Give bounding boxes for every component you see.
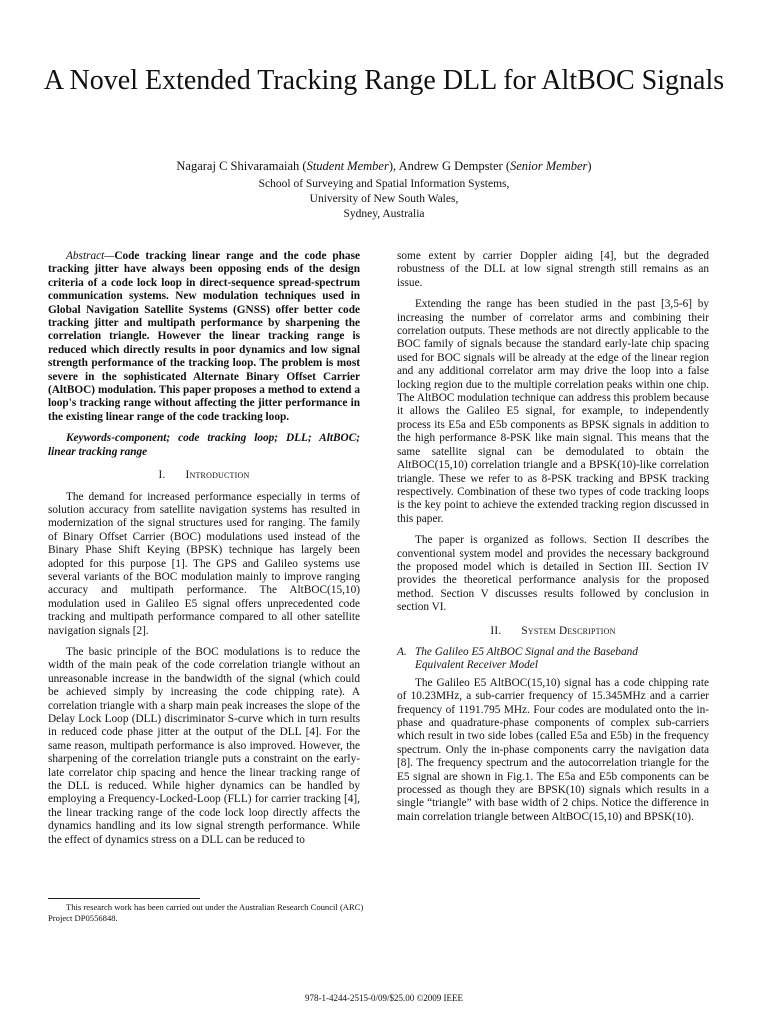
paragraph: The paper is organized as follows. Section II describes the conventional system model and provides the necessary background the proposed model which is detailed in Section III. Section IV provides the theoretical performance analysis for the proposed method. Section V discusses results followed by conclusion in section VI. bbox=[397, 534, 709, 614]
author-text: ) bbox=[587, 159, 592, 173]
section-number: I. bbox=[158, 469, 166, 482]
paper-title: A Novel Extended Tracking Range DLL for AltBOC Signals bbox=[43, 65, 725, 96]
right-column bbox=[397, 250, 709, 832]
footnote bbox=[48, 902, 368, 924]
section-heading-system-description bbox=[397, 625, 709, 638]
footnote-divider bbox=[48, 898, 200, 899]
author-line bbox=[0, 158, 768, 174]
affiliation bbox=[0, 177, 768, 222]
author-text: Nagaraj C Shivaramaiah ( bbox=[176, 159, 307, 173]
paragraph: The demand for increased performance especially in terms of solution accuracy from satellite navigation systems has resulted in modernization of the signal structures used for ranging. The family of Binary Offset Carrier (BOC) modulations used instead of the Binary Phase Shift Keying (BPSK) technique has largely been adopted for this purpose [1]. The GPS and Galileo systems use several variants of the BOC modulation mainly to improve ranging accuracy and multipath performance. The AltBOC(15,10) modulation used in Galileo E5 signal offers unprecedented code tracking and multipath performance compared to all other satellite navigation signals [2]. bbox=[48, 490, 360, 637]
affiliation-line: Sydney, Australia bbox=[343, 208, 425, 220]
section-heading-introduction bbox=[48, 469, 360, 482]
abstract bbox=[48, 250, 360, 424]
paragraph: The basic principle of the BOC modulations is to reduce the width of the main peak of the code correlation triangle without an unreasonable increase in the bandwidth of the signal (which could be achieved simply by increasing the code chipping rate). A correlation triangle with a sharp main peak increases the slope of the Delay Lock Loop (DLL) discriminator S-curve which in turn results in reduced code phase jitter at the output of the DLL [4]. For the same reason, multipath performance is also improved. However, the sharpening of the correlation triangle puts a constraint on the early-late correlator chip spacing and hence the linear tracking range of the DLL is reduced. While higher dynamics can be handled by employing a Frequency-Locked-Loop (FLL) for carrier tracking [4], the linear tracking range of the code lock loop directly affects the dynamics handling and its low signal strength performance. While the effect of dynamics stress on a DLL can be reduced to bbox=[48, 645, 360, 846]
subsection-label: A. bbox=[397, 645, 407, 658]
paragraph: Extending the range has been studied in the past [3,5-6] by increasing the number of correlator arms and combining their correlation outputs. These methods are not directly applicable to the BOC family of signals because the standard early-late chip spacing used for BOC signals will be already at the edge of the linear region and any additional correlator arm may drive the loop into a false locking region due to the multiple correlation peaks within one chip. The AltBOC modulation technique can address this problem because it allows the Galileo E5 signal, for example, to independently process its E5a and E5b components as BPSK signals in addition to the high performance 8-PSK like main signal. This means that the same satellite signal can be demodulated to obtain the AltBOC(15,10) correlation triangle and a BPSK(10)-like correlation triangle. These we refer to as 8-PSK tracking and BPSK tracking respectively. Combination of these two types of code tracking loops is the key point to achieve the extended tracking region discussed in this paper. bbox=[397, 298, 709, 525]
section-title: System Description bbox=[521, 624, 616, 637]
paragraph: The Galileo E5 AltBOC(15,10) signal has a code chipping rate of 10.23MHz, a sub-carrier frequency of 15.345MHz and a carrier frequency of 1191.795 MHz. Four codes are modulated onto the in-phase and quadrature-phase components of complex sub-carriers which result in two side lobes (called E5a and E5b) in the frequency spectrum. Only the in-phase components carry the navigation data [8]. The frequency spectrum and the autocorrelation triangle for the E5 signal are shown in Fig.1. The E5a and E5b components can be processed as though they are BPSK(10) signals which results in a single “triangle” with base width of 2 chips. Notice the difference in main correlation triangle between AltBOC(15,10) and BPSK(10). bbox=[397, 676, 709, 823]
author-role: Student Member bbox=[306, 159, 389, 173]
abstract-text: Code tracking linear range and the code phase tracking jitter have always been opposing ends of the design criteria of a code lock loop in direct-sequence spread-spectrum communication systems. New modulation techniques used in Global Navigation Satellite Systems (GNSS) offer better code tracking jitter and multipath performance by sharpening the correlation triangle. However the linear tracking range is reduced which directly results in poor dynamics and low signal strength performance of the tracking loop. The problem is most severe in the sophisticated Alternate Binary Offset Carrier (AltBOC) modulation. This paper proposes a method to extend a loop's tracking range without affecting the jitter performance in the existing linear range of the code tracking loop. bbox=[48, 250, 360, 423]
author-role: Senior Member bbox=[510, 159, 588, 173]
author-text: ), Andrew G Dempster ( bbox=[388, 159, 510, 173]
paragraph: some extent by carrier Doppler aiding [4], but the degraded robustness of the DLL at low signal strength still remains as an issue. bbox=[397, 250, 709, 289]
footnote-text: This research work has been carried out under the Australian Research Council (ARC) Project DP0556848. bbox=[48, 902, 364, 923]
subsection-title: The Galileo E5 AltBOC Signal and the Baseband bbox=[415, 645, 638, 658]
affiliation-line: School of Surveying and Spatial Information Systems, bbox=[258, 178, 510, 190]
subsection-heading bbox=[397, 646, 709, 673]
subsection-title-cont: Equivalent Receiver Model bbox=[415, 659, 538, 672]
keywords: Keywords-component; code tracking loop; DLL; AltBOC; linear tracking range bbox=[48, 432, 360, 458]
left-column bbox=[48, 250, 360, 855]
copyright-footer: 978-1-4244-2515-0/09/$25.00 ©2009 IEEE bbox=[304, 993, 464, 1003]
abstract-lead: Abstract— bbox=[66, 250, 115, 262]
affiliation-line: University of New South Wales, bbox=[309, 193, 459, 205]
section-number: II. bbox=[490, 624, 502, 637]
section-title: Introduction bbox=[185, 469, 250, 482]
